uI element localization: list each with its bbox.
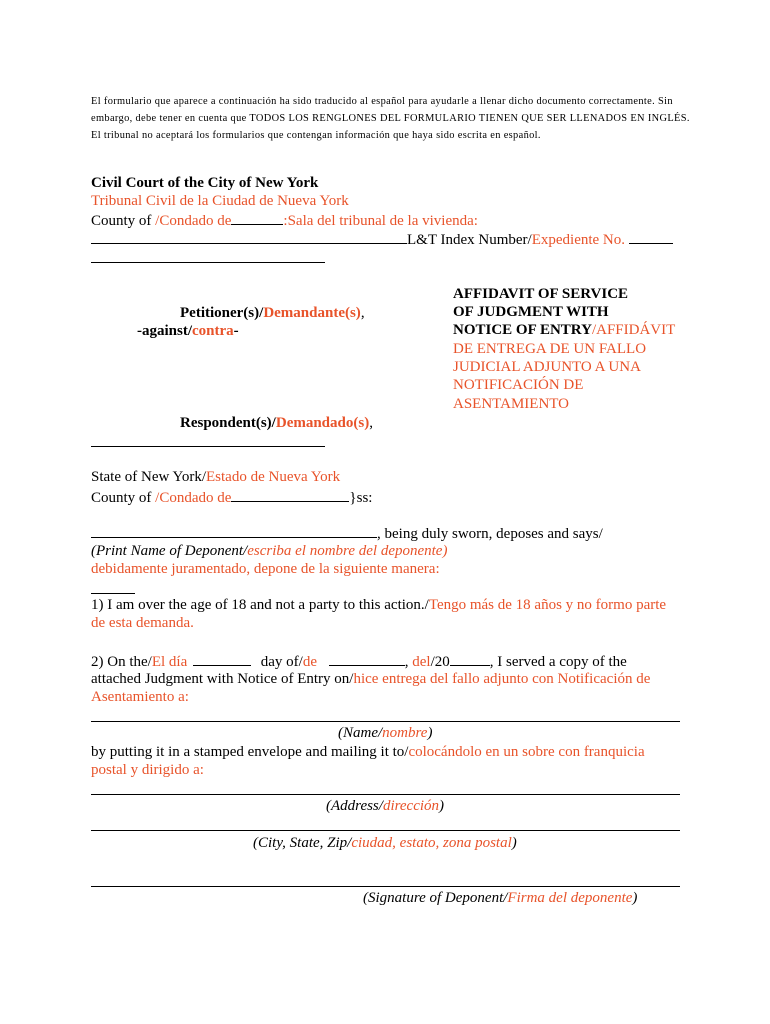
title-line-3-en: NOTICE OF ENTRY <box>453 322 592 338</box>
mailing-es-b: postal y dirigido a: <box>91 762 204 778</box>
address-blank[interactable] <box>91 794 680 795</box>
signature-label-es: Firma del deponente <box>507 890 633 906</box>
short-rule <box>91 593 135 594</box>
served-name-blank[interactable] <box>91 721 680 722</box>
respondent-label-en: Respondent(s)/ <box>180 415 276 431</box>
county-label: County of <box>91 213 156 229</box>
mailing-line1 <box>91 743 645 761</box>
respondent-comma: , <box>369 415 373 431</box>
print-name-label-es: escriba el nombre del deponente) <box>247 543 448 559</box>
attached-en: attached Judgment with Notice of Entry on/ <box>91 671 354 687</box>
print-name-label-en: (Print Name of Deponent/ <box>91 543 248 559</box>
against-label-es: contra <box>192 323 234 339</box>
city-state-zip-blank[interactable] <box>91 830 680 831</box>
venue-county-label: County of <box>91 490 156 506</box>
name-label-en: (Name/ <box>338 725 383 741</box>
county-part-line <box>91 210 478 230</box>
para2-line1 <box>91 651 627 671</box>
name-label-end: ) <box>427 725 433 741</box>
title-line-5: JUDICIAL ADJUNTO A UNA <box>453 359 641 375</box>
address-label-en: (Address/ <box>326 798 383 814</box>
respondent-label-es: Demandado(s) <box>275 415 370 431</box>
del-label: del <box>412 654 431 670</box>
title-line-6: NOTIFICACIÓN DE <box>453 377 584 393</box>
petitioner-label-en: Petitioner(s)/ <box>180 305 264 321</box>
comma: , <box>404 654 413 670</box>
year-blank[interactable] <box>450 651 490 666</box>
attached-es: hice entrega del fallo adjunto con Notificación de <box>353 671 651 687</box>
city-label <box>253 834 517 852</box>
name-label <box>338 724 432 742</box>
against-label-en: -against/ <box>137 323 193 339</box>
petitioner-name-blank[interactable] <box>91 229 407 244</box>
title-line-1: AFFIDAVIT OF SERVICE <box>453 286 629 302</box>
index-number-line <box>91 229 673 249</box>
city-label-end: ) <box>511 835 517 851</box>
respondent-name-blank[interactable] <box>91 446 325 447</box>
county-label-es: /Condado de <box>155 213 232 229</box>
deponent-line <box>91 523 603 543</box>
year-prefix: /20 <box>430 654 450 670</box>
sworn-text: , being duly sworn, deposes and says/ <box>377 526 603 542</box>
deponent-name-blank[interactable] <box>91 523 377 538</box>
print-name-label <box>91 542 447 560</box>
index-number-label: L&T Index Number/ <box>407 232 532 248</box>
state-line <box>91 468 340 486</box>
day-of-label: day of/ <box>260 654 303 670</box>
court-name: Civil Court of the City of New York <box>91 175 319 191</box>
county-blank[interactable] <box>231 210 283 225</box>
month-blank[interactable] <box>329 651 405 666</box>
de-label: de <box>302 654 317 670</box>
mailing-es-a: colocándolo en un sobre con franquicia <box>408 744 645 760</box>
para2-line2 <box>91 670 650 688</box>
respondent-label <box>180 414 373 432</box>
translation-notice: El formulario que aparece a continuación ha sido traducido al español para ayudarle a llenar dicho documento correctamente. Sin embargo, debe tener en cuenta que TODOS LOS RENGLONES DEL FORMULARIO TIENEN QUE SER LLENADOS EN INGLÉS. El tribunal no aceptará los formularios que contengan información que haya sido escrita en español. <box>91 96 690 141</box>
mailing-en: by putting it in a stamped envelope and mailing it to/ <box>91 744 409 760</box>
day-blank[interactable] <box>193 651 251 666</box>
petitioner-comma: , <box>360 305 365 321</box>
housing-part-label: :Sala del tribunal de la vivienda: <box>283 213 478 229</box>
signature-label-end: ) <box>632 890 638 906</box>
para1-line1 <box>91 596 666 614</box>
venue-county-blank[interactable] <box>231 487 349 502</box>
on-the-label: 2) On the/ <box>91 654 152 670</box>
signature-blank[interactable] <box>91 886 680 887</box>
index-number-label-es: Expediente No. <box>531 232 629 248</box>
para1-en: 1) I am over the age of 18 and not a party to this action./ <box>91 597 429 613</box>
city-label-es: ciudad, estato, zona postal <box>351 835 512 851</box>
title-line-7: ASENTAMIENTO <box>453 396 570 412</box>
petitioner-label-es: Demandante(s) <box>263 305 361 321</box>
venue-county-label-es: /Condado de <box>155 490 232 506</box>
venue-county-line <box>91 487 372 507</box>
sworn-text-es: debidamente juramentado, depone de la siguiente manera: <box>91 561 440 577</box>
title-line-2: OF JUDGMENT WITH <box>453 304 609 320</box>
ss-label: }ss: <box>349 490 373 506</box>
court-name-es: Tribunal Civil de la Ciudad de Nueva York <box>91 193 349 209</box>
el-dia-label: El día <box>151 654 188 670</box>
title-line-4: DE ENTREGA DE UN FALLO <box>453 341 647 357</box>
signature-label <box>363 889 637 907</box>
address-label-end: ) <box>439 798 445 814</box>
asentamiento-label: Asentamiento a: <box>91 689 189 705</box>
state-label-es: Estado de Nueva York <box>206 469 341 485</box>
petitioner-address-blank[interactable] <box>91 262 325 263</box>
para1-es-b: de esta demanda. <box>91 615 194 631</box>
title-line-3 <box>453 321 675 339</box>
address-label-es: dirección <box>382 798 440 814</box>
name-label-es: nombre <box>382 725 428 741</box>
petitioner-label <box>180 304 365 322</box>
signature-label-en: (Signature of Deponent/ <box>363 890 508 906</box>
served-text: , I served a copy of the <box>489 654 627 670</box>
city-label-en: (City, State, Zip/ <box>253 835 352 851</box>
para1-es-a: Tengo más de 18 años y no formo parte <box>428 597 667 613</box>
against-label <box>137 322 239 340</box>
address-label <box>326 797 444 815</box>
state-label: State of New York/ <box>91 469 206 485</box>
against-dash: - <box>233 323 239 339</box>
index-number-blank[interactable] <box>629 229 673 244</box>
title-line-3-es: /AFFIDÁVIT <box>591 322 676 338</box>
